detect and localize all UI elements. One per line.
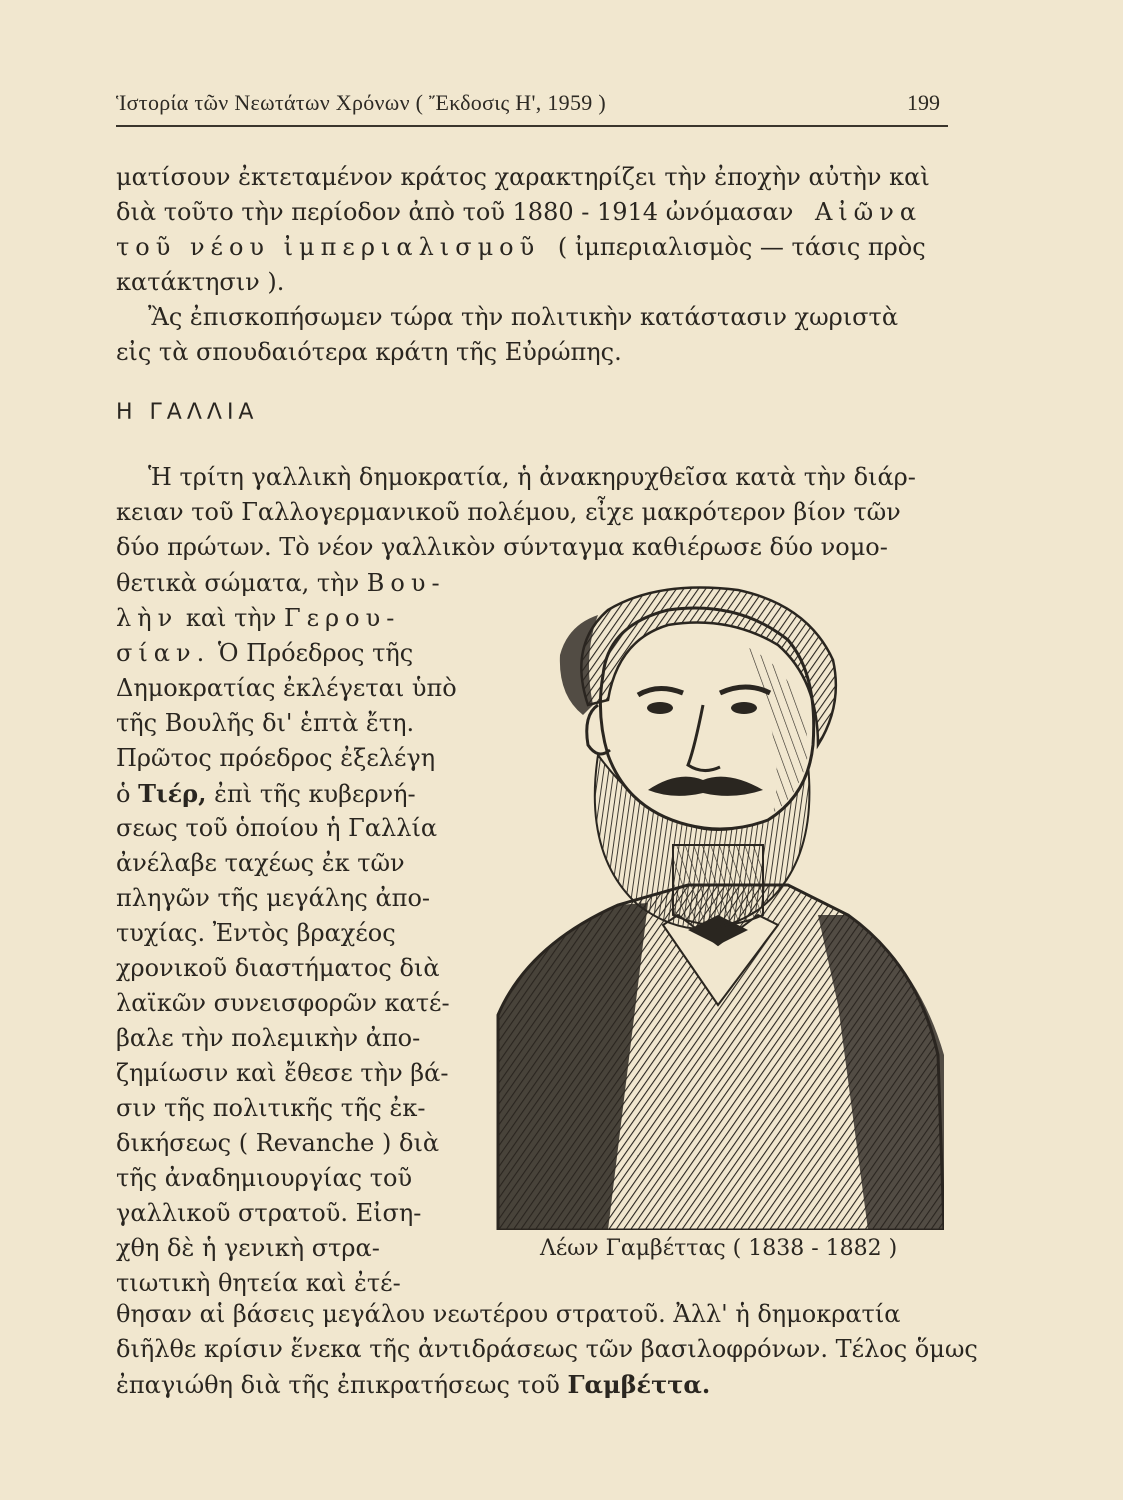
figure-caption: Λέων Γαμβέττας ( 1838 - 1882 )	[540, 1236, 898, 1261]
page-number: 199	[907, 90, 940, 115]
intro-line-2	[116, 195, 922, 230]
column-line: τῆς Βουλῆς δι' ἑπτὰ ἔτη.	[116, 709, 415, 737]
column-line: ἀνέλαβε ταχέως ἐκ τῶν	[116, 849, 405, 877]
intro-line-5: Ἂς ἐπισκοπήσωμεν τώρα τὴν πολιτικὴν κατάστασιν χωριστὰ	[148, 303, 899, 331]
column-text: Ὁ Πρόεδρος τῆς	[217, 639, 414, 667]
closing-line-1: θησαν αἱ βάσεις μεγάλου νεωτέρου στρατοῦ. Ἀλλ' ἡ δημοκρατία	[116, 1300, 901, 1328]
closing-line-3	[116, 1367, 710, 1403]
column-line: Πρῶτος πρόεδρος ἐξελέγη	[116, 744, 436, 772]
spaced-term-vouli: Βου-	[366, 569, 446, 597]
column-line: δικήσεως ( Revanche ) διὰ	[116, 1129, 440, 1157]
intro-line-1: ματίσουν ἐκτεταμένον κράτος χαρακτηρίζει τὴν ἐποχὴν αὐτὴν καὶ	[116, 163, 930, 191]
spaced-term-gerousia: Γερου-	[283, 604, 401, 632]
body-line-2: κειαν τοῦ Γαλλογερμανικοῦ πολέμου, εἶχε μακρότερον βίον τῶν	[116, 498, 901, 526]
header-rule	[116, 125, 948, 127]
column-line: Δημοκρατίας ἐκλέγεται ὑπὸ	[116, 674, 457, 702]
column-text: θετικὰ σώματα, τὴν	[116, 569, 360, 597]
intro-line-4: κατάκτησιν ).	[116, 268, 285, 296]
intro-line-2-text: διὰ τοῦτο τὴν περίοδον ἀπὸ τοῦ 1880 - 1914 ὠνόμασαν	[116, 198, 794, 226]
column-line: γαλλικοῦ στρατοῦ. Εἰση-	[116, 1199, 422, 1227]
column-line: τιωτικὴ θητεία καὶ ἐτέ-	[116, 1269, 401, 1297]
column-text: ὁ	[116, 780, 131, 808]
column-line	[116, 601, 400, 636]
column-line: σεως τοῦ ὁποίου ἡ Γαλλία	[116, 814, 438, 842]
column-line: λαϊκῶν συνεισφορῶν κατέ-	[116, 989, 450, 1017]
spaced-term-gerousia-end: σίαν.	[116, 639, 211, 667]
intro-line-6: εἰς τὰ σπουδαιότερα κράτη τῆς Εὐρώπης.	[116, 338, 622, 366]
running-header	[116, 84, 946, 124]
imperialism-definition: ( ἰμπεριαλισμὸς — τάσις πρὸς	[557, 233, 926, 261]
body-column	[116, 566, 457, 1306]
column-line	[116, 776, 416, 812]
closing-line-3-text: ἐπαγιώθη διὰ τῆς ἐπικρατήσεως τοῦ	[116, 1371, 560, 1399]
spaced-term-aiona: Αἰῶνα	[814, 198, 923, 226]
body-full-lines	[116, 460, 948, 570]
name-gambetta: Γαμβέττα.	[567, 1370, 711, 1399]
column-line: τυχίας. Ἐντὸς βραχέος	[116, 919, 396, 947]
body-closing-lines	[116, 1297, 978, 1407]
intro-paragraph	[116, 160, 948, 390]
column-line: χθη δὲ ἡ γενικὴ στρα-	[116, 1234, 380, 1262]
intro-line-3	[116, 230, 926, 265]
spaced-term-vouli-end: λὴν	[116, 604, 179, 632]
column-line	[116, 566, 446, 601]
name-thiers: Τιέρ,	[138, 779, 207, 808]
section-heading: Η ΓΑΛΛΙΑ	[116, 400, 259, 425]
body-line-3: δύο πρώτων. Τὸ νέον γαλλικὸν σύνταγμα καθιέρωσε δύο νομο-	[116, 533, 888, 561]
column-line: χρονικοῦ διαστήματος διὰ	[116, 954, 440, 982]
spaced-term-imperialism: τοῦ νέου ἰμπεριαλισμοῦ	[116, 233, 541, 261]
column-line	[116, 636, 413, 671]
closing-line-2: διῆλθε κρίσιν ἕνεκα τῆς ἀντιδράσεως τῶν βασιλοφρόνων. Τέλος ὅμως	[116, 1335, 978, 1363]
header-title: Ἱστορία τῶν Νεωτάτων Χρόνων ( Ἔκδοσις Η', 1959 )	[116, 90, 606, 115]
column-text: ἐπὶ τῆς κυβερνή-	[214, 780, 416, 808]
column-line: βαλε τὴν πολεμικὴν ἀπο-	[116, 1024, 421, 1052]
column-line: τῆς ἀναδημιουργίας τοῦ	[116, 1164, 413, 1192]
column-line: σιν τῆς πολιτικῆς τῆς ἐκ-	[116, 1094, 426, 1122]
gambetta-portrait-image	[488, 585, 944, 1230]
column-text: καὶ τὴν	[185, 604, 277, 632]
column-line: ζημίωσιν καὶ ἔθεσε τὴν βά-	[116, 1059, 449, 1087]
column-line: πληγῶν τῆς μεγάλης ἀπο-	[116, 884, 431, 912]
body-line-1: Ἡ τρίτη γαλλικὴ δημοκρατία, ἡ ἀνακηρυχθεῖσα κατὰ τὴν διάρ-	[148, 463, 916, 491]
